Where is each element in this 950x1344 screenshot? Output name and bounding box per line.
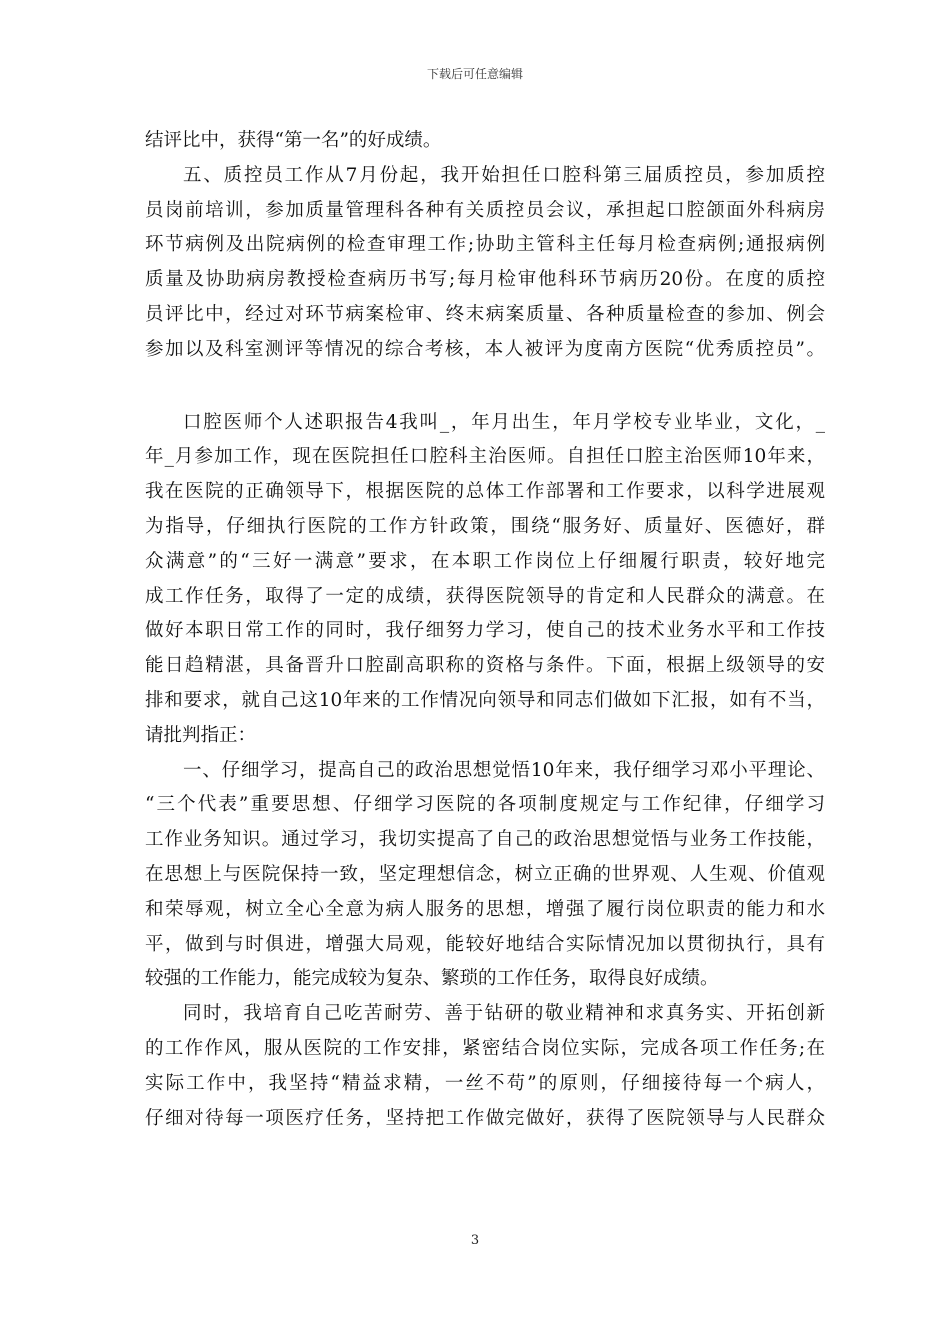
- document-body: [145, 124, 825, 1136]
- text-line: 平，做到与时俱进，增强大局观，能较好地结合实际情况加以贯彻执行，具有: [145, 933, 825, 955]
- text-line: 的工作作风，服从医院的工作安排，紧密结合岗位实际，完成各项工作任务;在: [145, 1037, 825, 1059]
- text-line: 在思想上与医院保持一致，坚定理想信念，树立正确的世界观、人生观、价值观: [145, 863, 825, 885]
- text-line: 仔细对待每一项医疗任务，坚持把工作做完做好，获得了医院领导与人民群众: [145, 1107, 825, 1129]
- text-line: “三个代表”重要思想、仔细学习医院的各项制度规定与工作纪律，仔细学习: [145, 794, 825, 816]
- text-line: 五、质控员工作从7月份起，我开始担任口腔科第三届质控员，参加质控: [183, 164, 825, 186]
- text-line: 我在医院的正确领导下，根据医院的总体工作部署和工作要求，以科学进展观: [145, 481, 825, 503]
- text-line: 和荣辱观，树立全心全意为病人服务的思想，增强了履行岗位职责的能力和水: [145, 898, 825, 920]
- text-line: 环节病例及出院病例的检查审理工作;协助主管科主任每月检查病例;通报病例: [145, 234, 825, 256]
- text-line: 一、仔细学习，提高自己的政治思想觉悟10年来，我仔细学习邓小平理论、: [183, 759, 825, 781]
- text-line: 能日趋精湛，具备晋升口腔副高职称的资格与条件。下面，根据上级领导的安: [145, 655, 825, 677]
- text-line: 做好本职日常工作的同时，我仔细努力学习，使自己的技术业务水平和工作技: [145, 620, 825, 642]
- text-line: 员评比中，经过对环节病案检审、终末病案质量、各种质量检查的参加、例会: [145, 303, 825, 325]
- text-line: 较强的工作能力，能完成较为复杂、繁琐的工作任务，取得良好成绩。: [145, 968, 719, 990]
- page-header: 下载后可任意编辑: [426, 67, 523, 81]
- paragraph-gap: [145, 368, 825, 406]
- text-line: 请批判指正：: [145, 724, 257, 746]
- text-line: 成工作任务，取得了一定的成绩，获得医院领导的肯定和人民群众的满意。在: [145, 585, 825, 607]
- page-number: 3: [470, 1233, 480, 1248]
- text-line: 为指导，仔细执行医院的工作方针政策，围绕“服务好、质量好、医德好，群: [145, 515, 825, 537]
- text-line: 实际工作中，我坚持“精益求精，一丝不苟”的原则，仔细接待每一个病人，: [145, 1072, 825, 1094]
- text-line: 结评比中，获得“第一名”的好成绩。: [145, 130, 442, 151]
- text-line: 排和要求，就自己这10年来的工作情况向领导和同志们做如下汇报，如有不当，: [145, 689, 825, 711]
- text-line: 参加以及科室测评等情况的综合考核，本人被评为度南方医院“优秀质控员”。: [145, 338, 825, 360]
- text-line: 众满意”的“三好一满意”要求，在本职工作岗位上仔细履行职责，较好地完: [145, 550, 825, 572]
- text-line: 员岗前培训，参加质量管理科各种有关质控员会议，承担起口腔颌面外科病房: [145, 199, 825, 221]
- text-line: 质量及协助病房教授检查病历书写;每月检审他科环节病历20份。在度的质控: [145, 269, 825, 291]
- text-line: 工作业务知识。通过学习，我切实提高了自己的政治思想觉悟与业务工作技能，: [145, 829, 825, 851]
- text-line: 同时，我培育自己吃苦耐劳、善于钻研的敬业精神和求真务实、开拓创新: [183, 1003, 825, 1025]
- text-line: 年_月参加工作，现在医院担任口腔科主治医师。自担任口腔主治医师10年来，: [145, 446, 825, 468]
- text-line: 口腔医师个人述职报告4我叫_，年月出生，年月学校专业毕业，文化，_: [183, 411, 825, 433]
